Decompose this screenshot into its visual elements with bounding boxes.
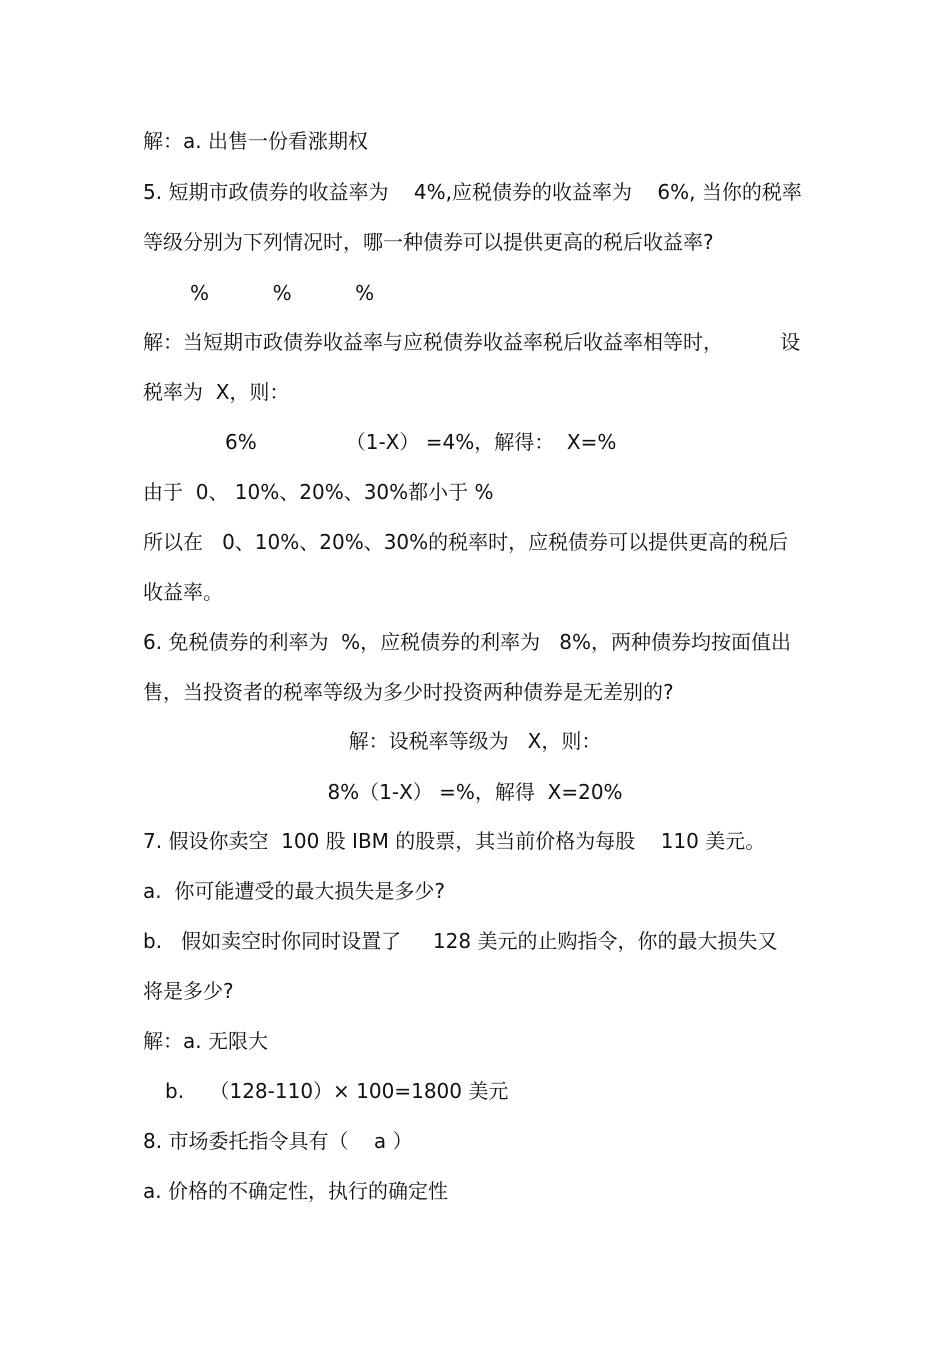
question-7-part-b-line-2: 将是多少? — [143, 979, 234, 1003]
question-5-line-1: 5. 短期市政债券的收益率为 4%,应税债券的收益率为 6%, 当你的税率 — [143, 180, 802, 204]
tax-rate-options: % % % — [190, 281, 375, 305]
answer-5-conclusion-line-1: 所以在 0、10%、20%、30%的税率时，应税债券可以提供更高的税后 — [143, 530, 789, 554]
answer-7-part-b: b. （128-110）× 100=1800 美元 — [165, 1079, 509, 1103]
question-6-line-1: 6. 免税债券的利率为 %，应税债券的利率为 8%，两种债券均按面值出 — [143, 630, 791, 654]
question-7-part-b-line-1: b. 假如卖空时你同时设置了 128 美元的止购指令，你的最大损失又 — [143, 929, 778, 953]
question-8-option-a: a. 价格的不确定性，执行的确定性 — [143, 1179, 448, 1203]
answer-5-comparison: 由于 0、 10%、20%、30%都小于 % — [143, 480, 494, 504]
answer-5-equation: 6% （1-X） =4%，解得： X=% — [225, 430, 617, 454]
question-8: 8. 市场委托指令具有（ a ） — [143, 1129, 413, 1153]
answer-6-equation: 8%（1-X） =%，解得 X=20% — [327, 780, 623, 804]
question-7-line-1: 7. 假设你卖空 100 股 IBM 的股票，其当前价格为每股 110 美元。 — [143, 829, 766, 853]
answer-6-line-1: 解：设税率等级为 X，则： — [348, 729, 602, 753]
question-7-part-a: a. 你可能遭受的最大损失是多少? — [143, 879, 445, 903]
answer-5-conclusion-line-2: 收益率。 — [143, 580, 223, 604]
answer-line-call-option: 解：a. 出售一份看涨期权 — [143, 129, 368, 153]
question-5-line-2: 等级分别为下列情况时，哪一种债券可以提供更高的税后收益率? — [143, 230, 714, 254]
question-6-line-2: 售，当投资者的税率等级为多少时投资两种债券是无差别的? — [143, 680, 674, 704]
answer-7-part-a: 解：a. 无限大 — [143, 1029, 268, 1053]
answer-5-line-2: 税率为 X，则： — [143, 380, 290, 404]
answer-5-line-1: 解：当短期市政债券收益率与应税债券收益率税后收益率相等时， 设 — [143, 330, 801, 354]
